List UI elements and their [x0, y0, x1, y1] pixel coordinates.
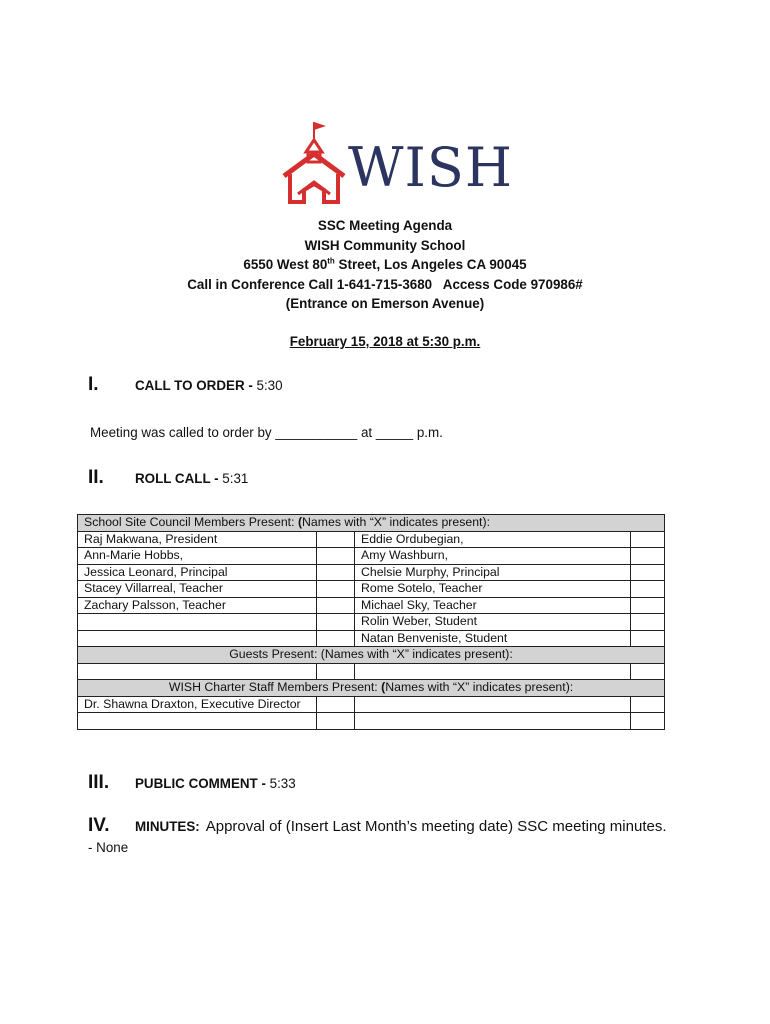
member-name: Raj Makwana, President — [78, 531, 317, 548]
section-title: PUBLIC COMMENT - 5:33 — [135, 776, 296, 791]
minutes-description: Approval of (Insert Last Month’s meeting date) SSC meeting minutes. — [205, 818, 667, 835]
attendance-checkbox[interactable] — [317, 663, 355, 680]
attendance-checkbox[interactable] — [317, 630, 355, 647]
section-call-to-order — [88, 374, 283, 396]
member-name: Jessica Leonard, Principal — [78, 564, 317, 581]
attendance-checkbox[interactable] — [317, 614, 355, 631]
attendance-checkbox[interactable] — [317, 548, 355, 565]
attendance-checkbox[interactable] — [631, 614, 665, 631]
staff-name — [78, 713, 317, 730]
agenda-title: SSC Meeting Agenda — [317, 218, 453, 233]
members-header-row — [78, 515, 665, 532]
section-number: I. — [88, 374, 99, 395]
attendance-checkbox[interactable] — [317, 531, 355, 548]
guest-name[interactable] — [78, 663, 317, 680]
attendance-checkbox[interactable] — [631, 696, 665, 713]
section-title: CALL TO ORDER - 5:30 — [135, 378, 283, 393]
member-name: Stacey Villarreal, Teacher — [78, 581, 317, 598]
member-name: Ann-Marie Hobbs, — [78, 548, 317, 565]
attendance-checkbox[interactable] — [631, 713, 665, 730]
attendance-checkbox[interactable] — [631, 581, 665, 598]
member-name: Michael Sky, Teacher — [355, 597, 631, 614]
attendance-checkbox[interactable] — [317, 564, 355, 581]
school-address: 6550 West 80th Street, Los Angeles CA 90045 — [243, 256, 527, 272]
attendance-checkbox[interactable] — [317, 581, 355, 598]
attendance-checkbox[interactable] — [631, 597, 665, 614]
section-number: III. — [88, 772, 110, 793]
attendance-checkbox[interactable] — [631, 548, 665, 565]
section-minutes — [88, 815, 667, 837]
attendance-checkbox[interactable] — [631, 630, 665, 647]
attendance-checkbox[interactable] — [317, 713, 355, 730]
called-to-order-line: Meeting was called to order by ___________ at _____ p.m. — [90, 425, 443, 440]
table-row — [78, 630, 665, 647]
logo-text: WISH — [348, 136, 513, 199]
staff-header: WISH Charter Staff Members Present: (Names with “X” indicates present): — [78, 680, 665, 697]
roll-call-table — [77, 514, 665, 730]
member-name: Chelsie Murphy, Principal — [355, 564, 631, 581]
attendance-checkbox[interactable] — [317, 597, 355, 614]
table-row — [78, 614, 665, 631]
table-row — [78, 581, 665, 598]
member-name: Rolin Weber, Student — [355, 614, 631, 631]
member-name: Eddie Ordubegian, — [355, 531, 631, 548]
attendance-checkbox[interactable] — [631, 564, 665, 581]
section-number: IV. — [88, 815, 110, 836]
member-name: Zachary Palsson, Teacher — [78, 597, 317, 614]
member-name: Amy Washburn, — [355, 548, 631, 565]
table-row — [78, 663, 665, 680]
section-public-comment — [88, 772, 296, 794]
staff-name — [355, 713, 631, 730]
members-header: School Site Council Members Present: (Names with “X” indicates present): — [78, 515, 665, 532]
table-row — [78, 713, 665, 730]
school-name: WISH Community School — [304, 237, 466, 253]
member-name: Natan Benveniste, Student — [355, 630, 631, 647]
member-name — [78, 614, 317, 631]
section-title: ROLL CALL - 5:31 — [135, 471, 249, 486]
guests-header-row — [78, 647, 665, 664]
section-title: MINUTES: — [135, 819, 200, 834]
table-row — [78, 564, 665, 581]
table-row — [78, 548, 665, 565]
member-name: Rome Sotelo, Teacher — [355, 581, 631, 598]
guest-name[interactable] — [355, 663, 631, 680]
attendance-checkbox[interactable] — [317, 696, 355, 713]
section-roll-call — [88, 467, 248, 489]
wish-logo — [280, 118, 513, 210]
table-row — [78, 597, 665, 614]
table-row — [78, 696, 665, 713]
section-number: II. — [88, 467, 104, 488]
staff-header-row — [78, 680, 665, 697]
attendance-checkbox[interactable] — [631, 663, 665, 680]
member-name — [78, 630, 317, 647]
minutes-note: - None — [88, 840, 129, 855]
staff-name: Dr. Shawna Draxton, Executive Director — [78, 696, 317, 713]
conference-call-info: Call in Conference Call 1-641-715-3680 Access Code 970986# — [187, 276, 583, 292]
staff-name — [355, 696, 631, 713]
attendance-checkbox[interactable] — [631, 531, 665, 548]
entrance-note: (Entrance on Emerson Avenue) — [285, 296, 485, 311]
guests-header: Guests Present: (Names with “X” indicates present): — [78, 647, 665, 664]
agenda-header — [0, 216, 770, 314]
table-row — [78, 531, 665, 548]
meeting-date: February 15, 2018 at 5:30 p.m. — [289, 334, 481, 349]
